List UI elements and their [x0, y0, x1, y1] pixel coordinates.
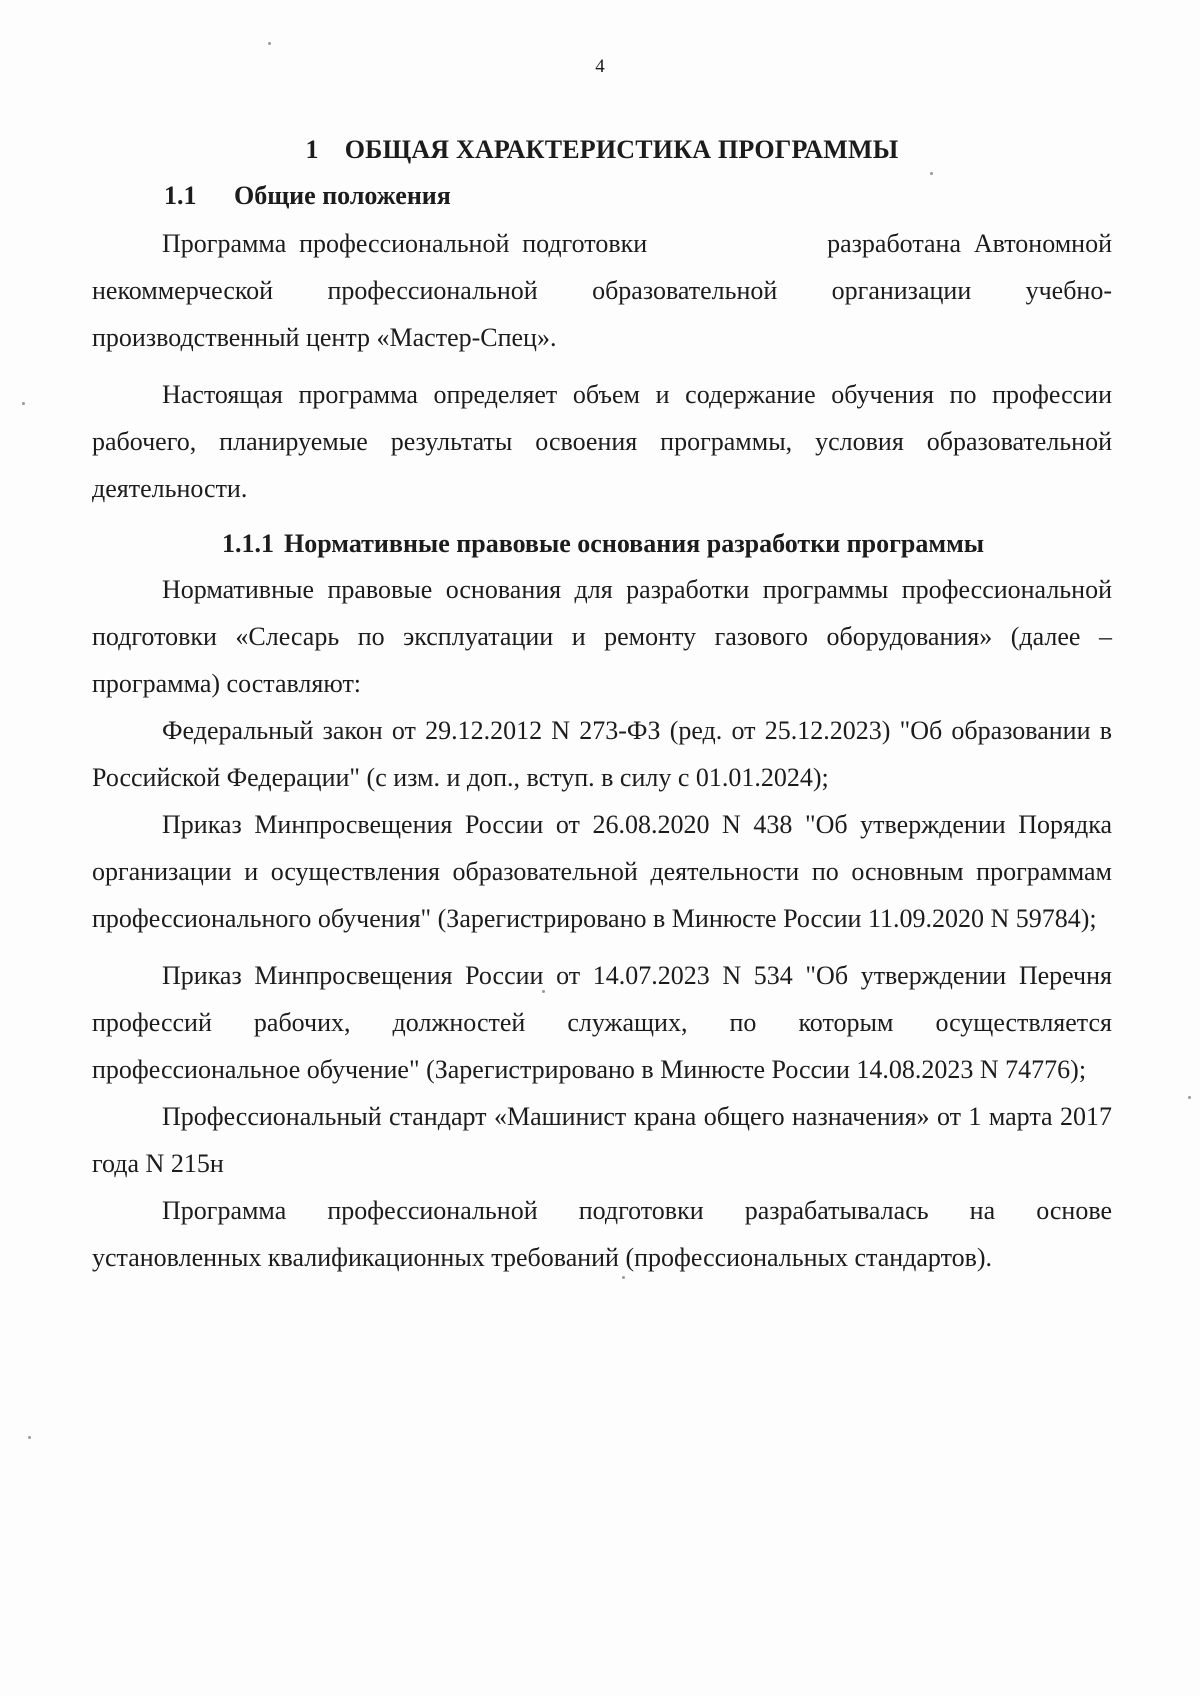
paragraph-basis: Нормативные правовые основания для разработки программы профессиональной подготовки «Слесарь по эксплуатации и ремонту газового оборудования» (далее – программа) составляют:	[92, 575, 1112, 698]
scan-speck	[28, 1436, 31, 1439]
subsection-heading-1-1-1	[222, 524, 1112, 564]
section-heading-1	[92, 130, 1112, 170]
section-title: ОБЩАЯ ХАРАКТЕРИСТИКА ПРОГРАММЫ	[344, 135, 899, 164]
scan-speck	[542, 990, 545, 993]
paragraph-development: Программа профессиональной подготовки разрабатывалась на основе установленных квалификационных требований (профессиональных стандартов).	[92, 1196, 1112, 1272]
scan-speck	[622, 1276, 625, 1279]
paragraph-federal-law: Федеральный закон от 29.12.2012 N 273-ФЗ (ред. от 25.12.2023) "Об образовании в Российской Федерации" (с изм. и доп., вступ. в силу с 01.01.2024);	[92, 716, 1112, 792]
subsection-number: 1.1	[164, 181, 197, 210]
scan-speck	[930, 172, 933, 175]
paragraph-order-534: Приказ Минпросвещения России от 14.07.2023 N 534 "Об утверждении Перечня профессий рабочих, должностей служащих, по которым осуществляется профессиональное обучение" (Зарегистрировано в Минюсте России 14.08.2023 N 74776);	[92, 961, 1112, 1084]
scan-speck	[22, 402, 25, 405]
paragraph-professional-standard: Профессиональный стандарт «Машинист крана общего назначения» от 1 марта 2017 года N 215н	[92, 1102, 1112, 1178]
page-content	[92, 130, 1119, 1281]
scan-speck	[1188, 1096, 1191, 1099]
subsection-number: 1.1.1	[222, 529, 274, 558]
paragraph-order-438: Приказ Минпросвещения России от 26.08.2020 N 438 "Об утверждении Порядка организации и осуществления образовательной деятельности по основным программам профессионального обучения" (Зарегистрировано в Минюсте России 11.09.2020 N 59784);	[92, 810, 1112, 933]
subsection-title: Общие положения	[234, 181, 451, 210]
page-number: 4	[595, 56, 605, 77]
scan-speck	[268, 42, 271, 45]
paragraph-intro: Программа профессиональной подготовки разработана Автономной некоммерческой профессиональной образовательной организации учебно-производственный центр «Мастер-Спец».	[92, 229, 1119, 352]
subsection-heading-1-1	[164, 176, 1112, 216]
subsection-title: Нормативные правовые основания разработки программы	[284, 529, 985, 558]
section-number: 1	[305, 135, 319, 164]
paragraph-scope: Настоящая программа определяет объем и содержание обучения по профессии рабочего, планируемые результаты освоения программы, условия образовательной деятельности.	[92, 380, 1112, 503]
